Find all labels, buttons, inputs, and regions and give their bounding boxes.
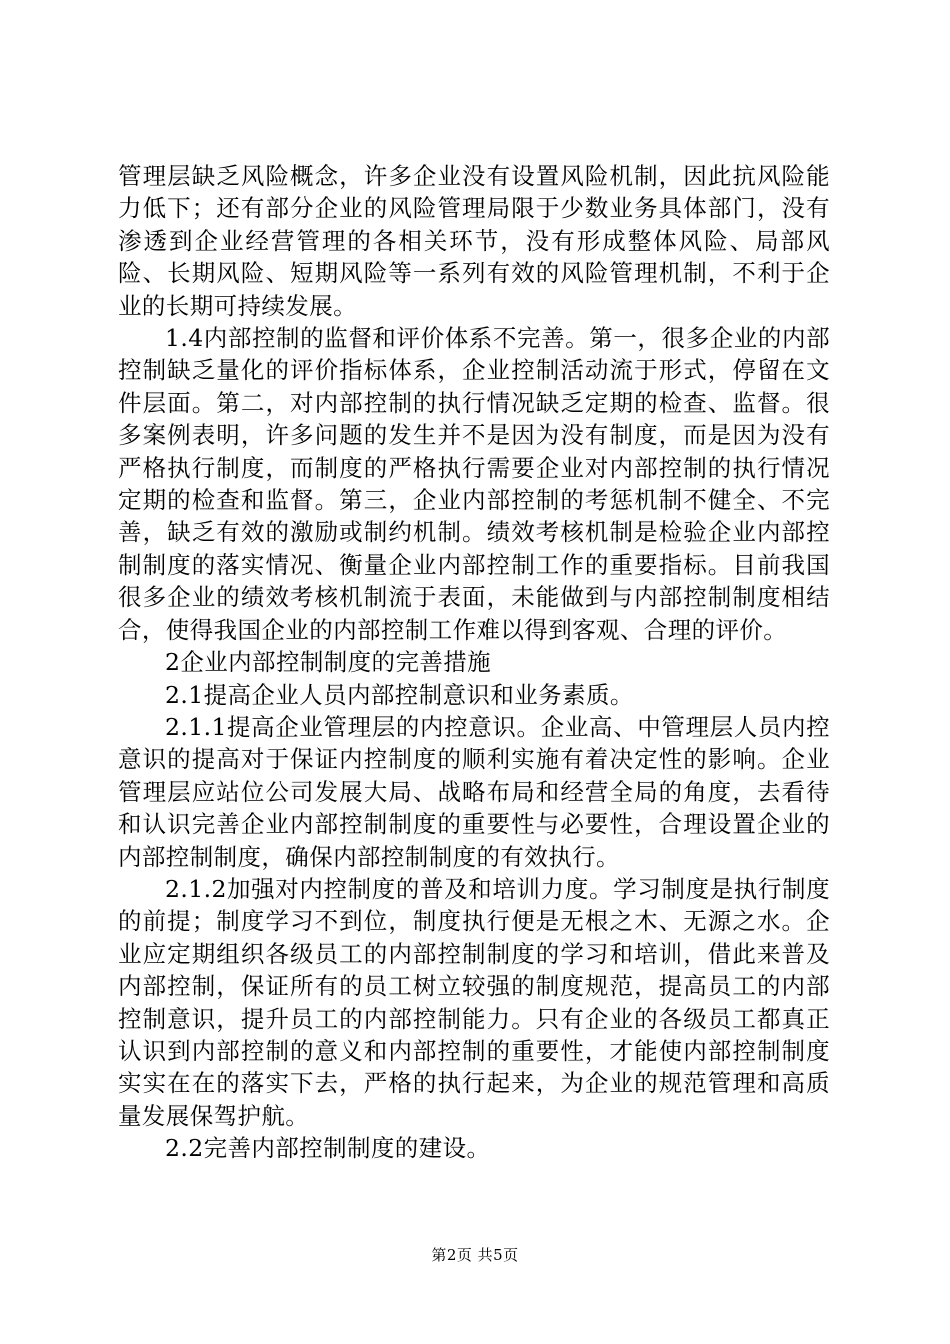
paragraph-2-1-1: 2.1.1提高企业管理层的内控意识。企业高、中管理层人员内控意识的提高对于保证内控制度的顺利实施有着决定性的影响。企业管理层应站位公司发展大局、战略布局和经营全局的角度，去看待和认识完善企业内部控制制度的重要性与必要性，合理设置企业的内部控制制度，确保内部控制制度的有效执行。 <box>118 712 830 871</box>
subsection-heading-2-1: 2.1提高企业人员内部控制意识和业务素质。 <box>165 680 634 709</box>
paragraph-2-1-2: 2.1.2加强对内控制度的普及和培训力度。学习制度是执行制度的前提；制度学习不到位，制度执行便是无根之木、无源之水。企业应定期组织各级员工的内部控制制度的学习和培训，借此来普及内部控制，保证所有的员工树立较强的制度规范，提高员工的内部控制意识，提升员工的内部控制能力。只有企业的各级员工都真正认识到内部控制的意义和内部控制的重要性，才能使内部控制制度实实在在的落实下去，严格的执行起来，为企业的规范管理和高质量发展保驾护航。 <box>118 874 830 1130</box>
paragraph-risk-management: 管理层缺乏风险概念，许多企业没有设置风险机制，因此抗风险能力低下；还有部分企业的风险管理局限于少数业务具体部门，没有渗透到企业经营管理的各相关环节，没有形成整体风险、局部风险、长期风险、短期风险等一系列有效的风险管理机制，不利于企业的长期可持续发展。 <box>118 162 830 320</box>
page-footer: 第2页 共5页 <box>431 1246 519 1264</box>
body-text <box>118 160 830 1165</box>
paragraph-1-4-supervision: 1.4内部控制的监督和评价体系不完善。第一，很多企业的内部控制缺乏量化的评价指标体系，企业控制活动流于形式，停留在文件层面。第二，对内部控制的执行情况缺乏定期的检查、监督。很多案例表明，许多问题的发生并不是因为没有制度，而是因为没有严格执行制度，而制度的严格执行需要企业对内部控制的执行情况定期的检查和监督。第三，企业内部控制的考惩机制不健全、不完善，缺乏有效的激励或制约机制。绩效考核机制是检验企业内部控制制度的落实情况、衡量企业内部控制工作的重要指标。目前我国很多企业的绩效考核机制流于表面，未能做到与内部控制制度相结合，使得我国企业的内部控制工作难以得到客观、合理的评价。 <box>118 324 830 644</box>
subsection-heading-2-2: 2.2完善内部控制制度的建设。 <box>165 1134 491 1163</box>
section-heading-2: 2企业内部控制制度的完善措施 <box>165 648 492 677</box>
